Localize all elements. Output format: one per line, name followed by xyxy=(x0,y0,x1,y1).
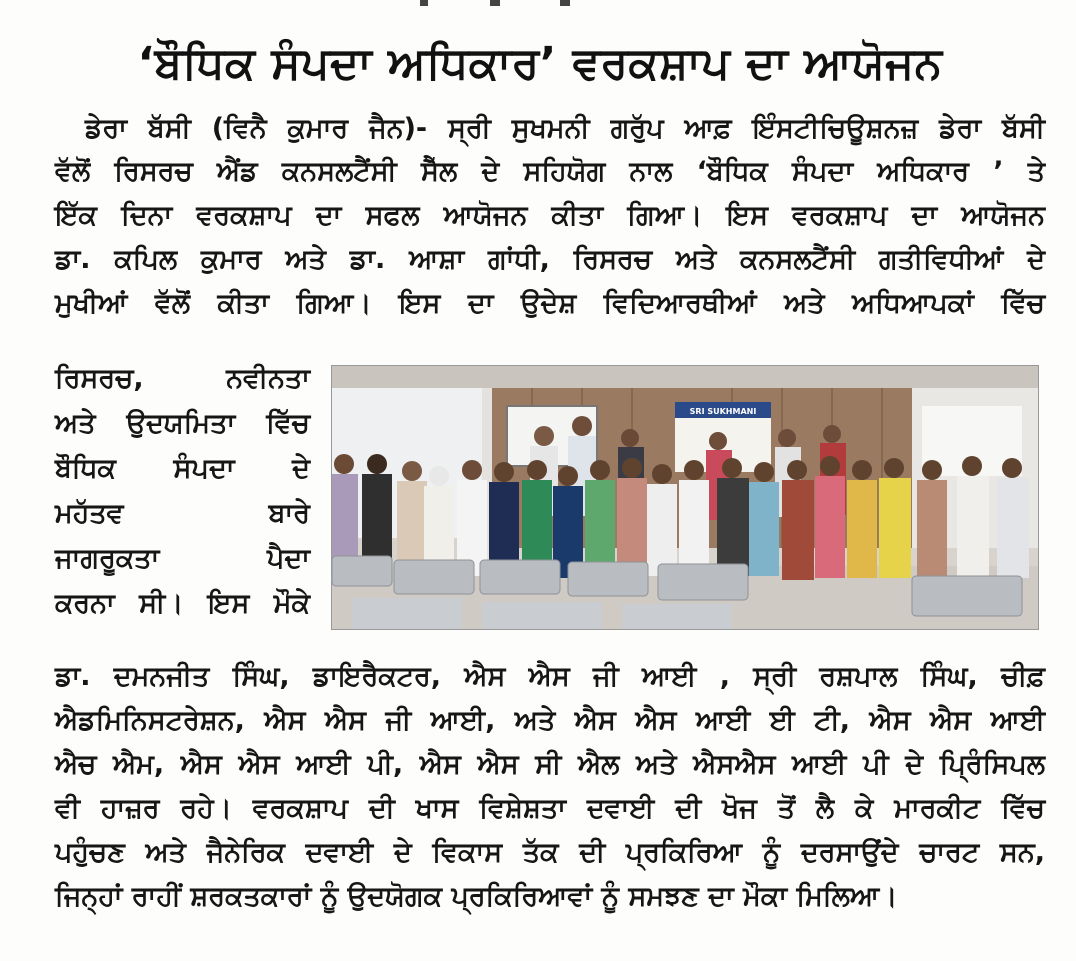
body-line: ਐਚ ਐਮ, ਐਸ ਐਸ ਆਈ ਪੀ, ਐਸ ਐਸ ਸੀ ਐਲ ਅਤੇ ਐਸਐਸ ਆਈ ਪੀ ਦੇ ਪ੍ਰਿੰਸਿਪਲ xyxy=(55,749,1045,780)
banner-text: SRI SUKHMANI xyxy=(689,407,757,416)
article-headline: ‘ਬੌਧਿਕ ਸੰਪਦਾ ਅਧਿਕਾਰ’ ਵਰਕਸ਼ਾਪ ਦਾ ਆਯੋਜਨ xyxy=(137,38,943,89)
body-line: ਜਾਗਰੂਕਤਾ ਪੈਦਾ xyxy=(55,543,310,574)
body-line: ਜਿਨ੍ਹਾਂ ਰਾਹੀਂ ਸ਼ਰਕਤਕਾਰਾਂ ਨੂੰ ਉਦਯੋਗਕ ਪ੍ਰਕਿਰਿਆਵਾਂ ਨੂੰ ਸਮਝਣ ਦਾ ਮੌਕਾ ਮਿਲਿਆ। xyxy=(55,881,898,912)
body-line: ਰਿਸਰਚ, ਨਵੀਨਤਾ xyxy=(55,363,310,394)
previous-article-fragment xyxy=(380,0,580,8)
body-line: ਮਹੱਤਵ ਬਾਰੇ xyxy=(55,498,310,529)
body-line: ਪਹੁੰਚਣ ਅਤੇ ਜੈਨੇਰਿਕ ਦਵਾਈ ਦੇ ਵਿਕਾਸ ਤੱਕ ਦੀ ਪ੍ਰਕਿਰਿਆ ਨੂੰ ਦਰਸਾਉਂਦੇ ਚਾਰਟ ਸਨ, xyxy=(55,837,1045,868)
body-line: ਕਰਨਾ ਸੀ। ਇਸ ਮੌਕੇ xyxy=(55,588,310,619)
body-line: ਵੀ ਹਾਜ਼ਰ ਰਹੇ। ਵਰਕਸ਼ਾਪ ਦੀ ਖਾਸ ਵਿਸ਼ੇਸ਼ਤਾ ਦਵਾਈ ਦੀ ਖੋਜ ਤੋਂ ਲੈ ਕੇ ਮਾਰਕੀਟ ਵਿੱਚ xyxy=(55,793,1045,824)
body-line: ਵੱਲੋਂ ਰਿਸਰਚ ਐਂਡ ਕਨਸਲਟੈਂਸੀ ਸੈੱਲ ਦੇ ਸਹਿਯੋਗ ਨਾਲ ‘ਬੌਧਿਕ ਸੰਪਦਾ ਅਧਿਕਾਰ ’ ਤੇ xyxy=(55,156,1045,187)
body-line: ਅਤੇ ਉਦਯਮਿਤਾ ਵਿੱਚ xyxy=(55,408,310,439)
body-line: ਡਾ. ਕਪਿਲ ਕੁਮਾਰ ਅਤੇ ਡਾ. ਆਸ਼ਾ ਗਾਂਧੀ, ਰਿਸਰਚ ਅਤੇ ਕਨਸਲਟੈਂਸੀ ਗਤੀਵਿਧੀਆਂ ਦੇ xyxy=(55,244,1045,275)
body-line: ਇੱਕ ਦਿਨਾ ਵਰਕਸ਼ਾਪ ਦਾ ਸਫਲ ਆਯੋਜਨ ਕੀਤਾ ਗਿਆ। ਇਸ ਵਰਕਸ਼ਾਪ ਦਾ ਆਯੋਜਨ xyxy=(55,200,1045,231)
body-line: ਮੁਖੀਆਂ ਵੱਲੋਂ ਕੀਤਾ ਗਿਆ। ਇਸ ਦਾ ਉਦੇਸ਼ ਵਿਦਿਆਰਥੀਆਂ ਅਤੇ ਅਧਿਆਪਕਾਂ ਵਿੱਚ xyxy=(55,288,1045,319)
body-line: ਡੇਰਾ ਬੱਸੀ (ਵਿਨੈ ਕੁਮਾਰ ਜੈਨ)- ਸ੍ਰੀ ਸੁਖਮਨੀ ਗਰੁੱਪ ਆਫ਼ ਇੰਸਟੀਚਿਊਸ਼ਨਜ਼ ਡੇਰਾ ਬੱਸੀ xyxy=(85,113,1045,144)
body-line: ਬੌਧਿਕ ਸੰਪਦਾ ਦੇ xyxy=(55,453,310,484)
body-line: ਐਡਮਿਨਿਸਟਰੇਸ਼ਨ, ਐਸ ਐਸ ਜੀ ਆਈ, ਅਤੇ ਐਸ ਐਸ ਆਈ ਈ ਟੀ, ਐਸ ਐਸ ਆਈ xyxy=(55,705,1045,736)
body-line: ਡਾ. ਦਮਨਜੀਤ ਸਿੰਘ, ਡਾਇਰੈਕਟਰ, ਐਸ ਐਸ ਜੀ ਆਈ , ਸ੍ਰੀ ਰਸ਼ਪਾਲ ਸਿੰਘ, ਚੀਫ਼ xyxy=(55,661,1045,692)
group-photo xyxy=(331,365,1039,630)
